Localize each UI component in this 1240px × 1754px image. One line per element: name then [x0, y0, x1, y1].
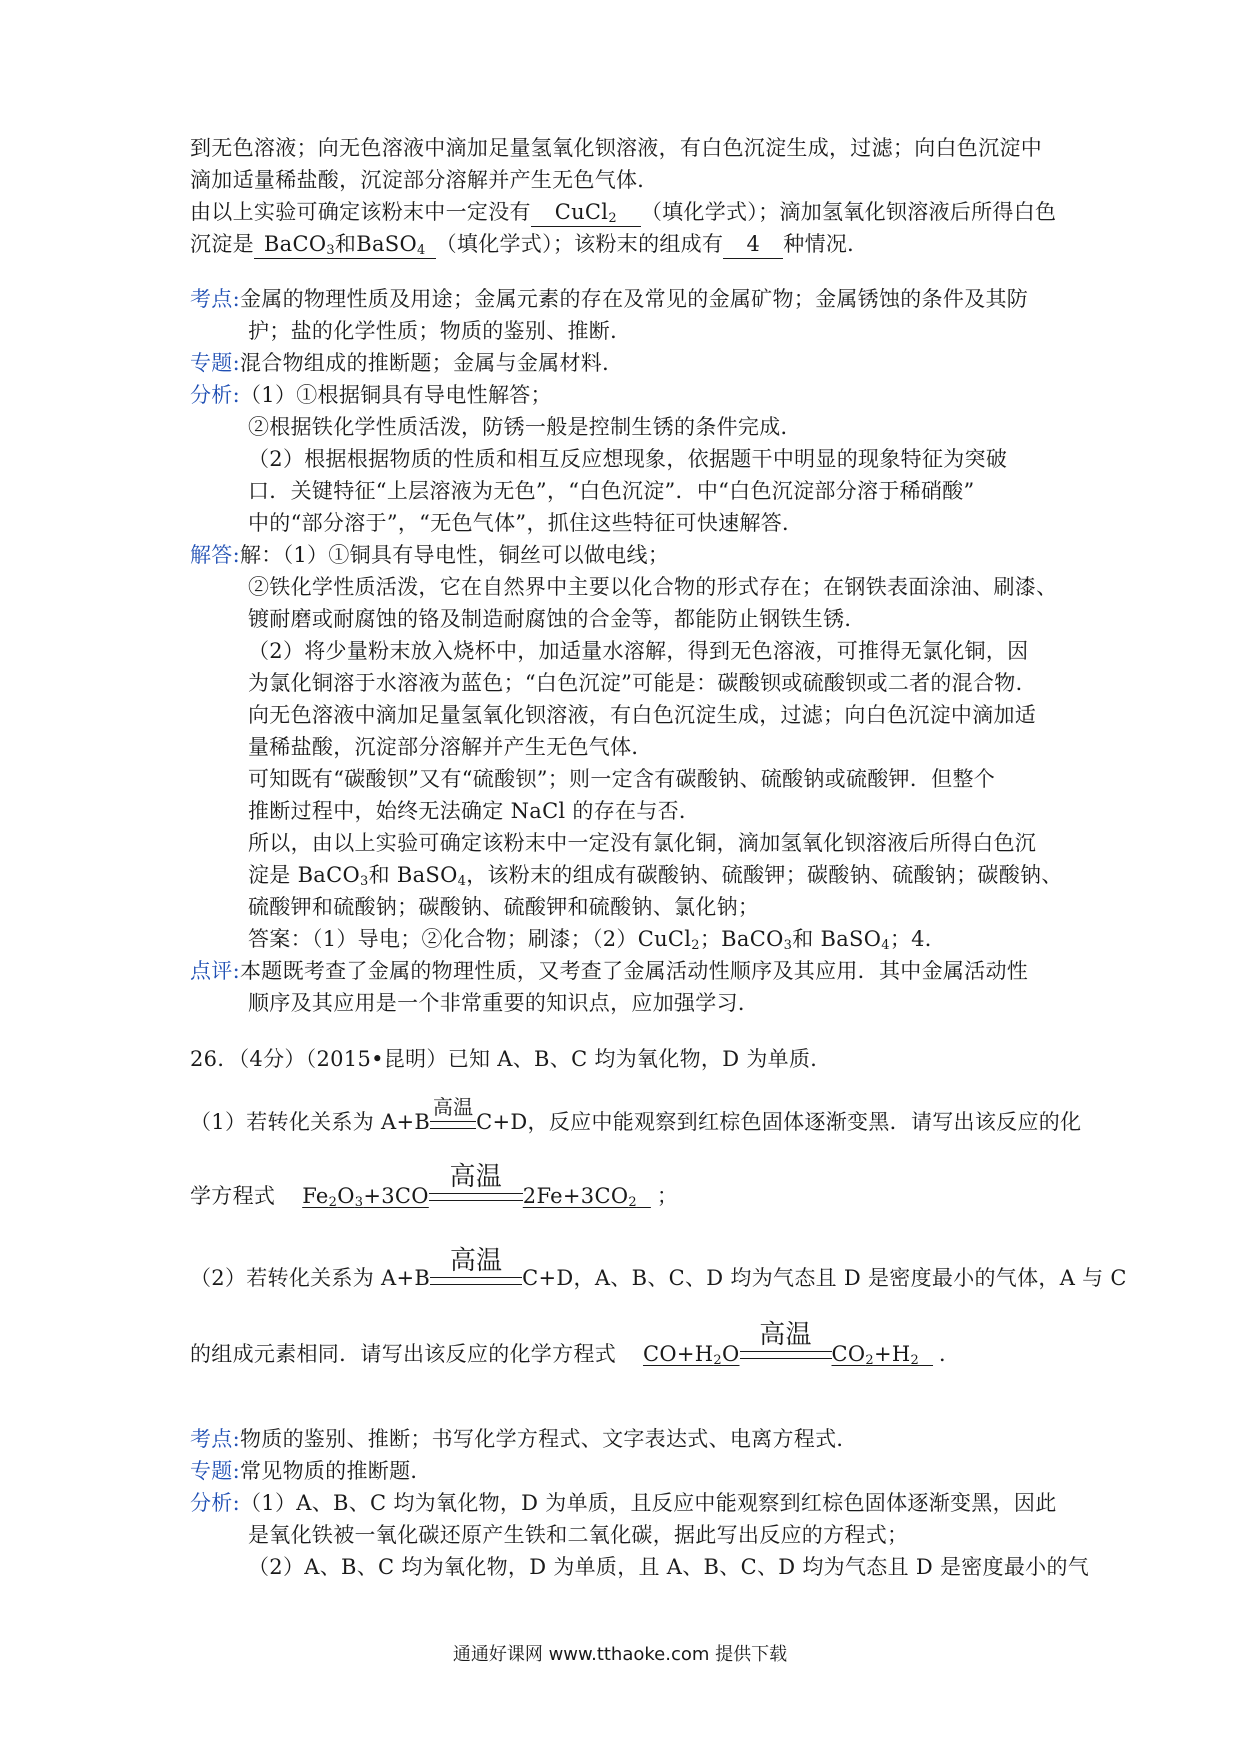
fenxi-label: 分析: — [190, 1491, 240, 1515]
paragraph-line: 所以，由以上实验可确定该粉末中一定没有氯化铜，滴加氢氧化钡溶液后所得白色沉 — [248, 831, 1037, 855]
paragraph-line: 推断过程中，始终无法确定 NaCl 的存在与否． — [248, 799, 701, 823]
paragraph-line: 为氯化铜溶于水溶液为蓝色；“白色沉淀”可能是：碳酸钡或硫酸钡或二者的混合物． — [248, 671, 1037, 695]
text: 沉淀是 — [190, 232, 254, 256]
jieda-line: 解答:解：（1）①铜具有导电性，铜丝可以做电线； — [190, 543, 670, 567]
paragraph-line: （2）根据根据物质的性质和相互反应想现象，依据题干中明显的现象特征为突破 — [248, 447, 1008, 471]
reaction-condition: 高温 — [429, 1193, 523, 1210]
paragraph-line: 量稀盐酸，沉淀部分溶解并产生无色气体． — [248, 735, 653, 759]
reaction-condition: 高温 — [740, 1351, 832, 1368]
answer-blank: BaCO$_3$和BaSO$_4$ — [254, 230, 436, 259]
kaodian-line: 考点:物质的鉴别、推断；书写化学方程式、文字表达式、电离方程式． — [190, 1427, 858, 1451]
paragraph-line: 淀是 BaCO$_3$和 BaSO$_4$，该粉末的组成有碳酸钠、硫酸钾；碳酸钠、硫酸钠；碳酸钠、 — [248, 863, 1063, 889]
reaction-condition: 高温 — [430, 1121, 476, 1138]
paragraph-line: 口．关键特征“上层溶液为无色”，“白色沉淀”．中“白色沉淀部分溶于稀硝酸” — [248, 479, 975, 503]
paragraph-line: 硫酸钾和硫酸钠；碳酸钠、硫酸钾和硫酸钠、氯化钠； — [248, 895, 760, 919]
text: 种情况． — [783, 232, 869, 256]
text: 由以上实验可确定该粉末中一定没有 — [190, 200, 531, 224]
kaodian-label: 考点: — [190, 287, 240, 311]
paragraph-line: 向无色溶液中滴加足量氢氧化钡溶液，有白色沉淀生成，过滤；向白色沉淀中滴加适 — [248, 703, 1037, 727]
paragraph-line: （2）A、B、C 均为氧化物，D 为单质，且 A、B、C、D 均为气态且 D 是密度最小的气 — [248, 1555, 1090, 1579]
q26-part2-line: （2）若转化关系为 A+B 高温 C+D，A、B、C、D 均为气态且 D 是密度最小的气体，A 与 C — [190, 1262, 1127, 1294]
paragraph-line: 可知既有“碳酸钡”又有“硫酸钡”；则一定含有碳酸钠、硫酸钠或硫酸钾．但整个 — [248, 767, 996, 791]
paragraph-line — [190, 164, 659, 196]
fenxi-line: 分析:（1）①根据铜具有导电性解答； — [190, 383, 552, 407]
jieda-label: 解答: — [190, 543, 240, 567]
question-stem: 26．（4分）（2015•昆明）已知 A、B、C 均为氧化物，D 为单质． — [190, 1047, 832, 1071]
equation-blank: $Fe_2O_3+3CO$ 高温 $2Fe+3CO_2$ — [302, 1162, 637, 1210]
paragraph-line: ②根据铁化学性质活泼，防锈一般是控制生锈的条件完成． — [248, 415, 802, 439]
answer-blank: 4 — [723, 230, 783, 259]
paragraph-line: ②铁化学性质活泼，它在自然界中主要以化合物的形式存在；在钢铁表面涂油、刷漆、 — [248, 575, 1058, 599]
text: 滴加适量稀盐酸，沉淀部分溶解并产生无色气体． — [190, 168, 659, 192]
answer-line: 答案：（1）导电；②化合物；刷漆；（2）CuCl$_2$；BaCO$_3$和 BaSO$_4$；4． — [248, 927, 947, 953]
kaodian-line: 考点:金属的物理性质及用途；金属元素的存在及常见的金属矿物；金属锈蚀的条件及其防 — [190, 287, 1029, 311]
zhuanti-label: 专题: — [190, 351, 240, 375]
reaction-condition: 高温 — [430, 1277, 522, 1294]
paragraph-line: 顺序及其应用是一个非常重要的知识点，应加强学习． — [248, 991, 760, 1015]
paragraph-line: 镀耐磨或耐腐蚀的铬及制造耐腐蚀的合金等，都能防止钢铁生锈． — [248, 607, 866, 631]
paragraph-line: 中的“部分溶于”，“无色气体”，抓住这些特征可快速解答． — [248, 511, 804, 535]
paragraph-line — [190, 196, 1056, 228]
q26-part1-line: （1）若转化关系为 A+B 高温 C+D，反应中能观察到红棕色固体逐渐变黑．请写出该反应的化 — [190, 1106, 1081, 1138]
text: 到无色溶液；向无色溶液中滴加足量氢氧化钡溶液，有白色沉淀生成，过滤；向白色沉淀中 — [190, 136, 1042, 160]
fenxi-label: 分析: — [190, 383, 240, 407]
equation-blank: $CO+H_2O$ 高温 $CO_2+H_2$ — [642, 1320, 920, 1368]
zhuanti-label: 专题: — [190, 1459, 240, 1483]
paragraph-line — [190, 132, 1042, 164]
q26-equation1-line: 学方程式 $Fe_2O_3+3CO$ 高温 $2Fe+3CO_2$ ； — [190, 1162, 679, 1210]
answer-blank: CuCl$_2$ — [531, 198, 641, 227]
zhuanti-line: 专题:常见物质的推断题． — [190, 1459, 432, 1483]
dianping-label: 点评: — [190, 959, 240, 983]
zhuanti-line: 专题:混合物组成的推断题；金属与金属材料． — [190, 351, 624, 375]
paragraph-line: 是氧化铁被一氧化碳还原产生铁和二氧化碳，据此写出反应的方程式； — [248, 1523, 909, 1547]
paragraph-line: （2）将少量粉末放入烧杯中，加适量水溶解，得到无色溶液，可推得无氯化铜，因 — [248, 639, 1029, 663]
dianping-line: 点评:本题既考查了金属的物理性质，又考查了金属活动性顺序及其应用．其中金属活动性 — [190, 959, 1029, 983]
page-footer: 通通好课网 www.tthaoke.com 提供下载 — [452, 1644, 788, 1665]
text: （填化学式）；滴加氢氧化钡溶液后所得白色 — [640, 200, 1057, 224]
paragraph-line: 护；盐的化学性质；物质的鉴别、推断． — [248, 319, 632, 343]
fenxi-line: 分析:（1）A、B、C 均为氧化物，D 为单质，且反应中能观察到红棕色固体逐渐变黑，因此 — [190, 1491, 1057, 1515]
text: （填化学式）；该粉末的组成有 — [435, 232, 724, 256]
q26-equation2-line: 的组成元素相同．请写出该反应的化学方程式 $CO+H_2O$ 高温 $CO_2+H_2$ ． — [190, 1320, 961, 1368]
paragraph-line — [190, 228, 868, 260]
kaodian-label: 考点: — [190, 1427, 240, 1451]
